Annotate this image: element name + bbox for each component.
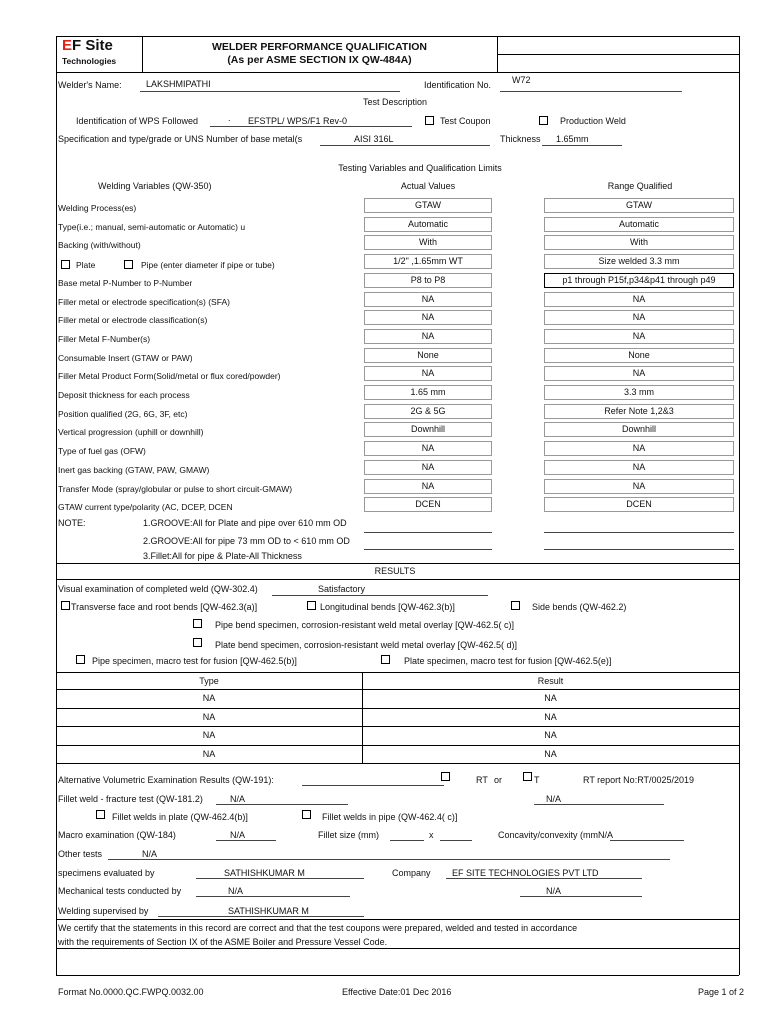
longitudinal-bend-checkbox[interactable]	[307, 601, 316, 610]
test-description-heading: Test Description	[362, 97, 428, 107]
supervised-label: Welding supervised by	[58, 906, 149, 916]
certify-line-2: with the requirements of Section IX of the ASME Boiler and Pressure Vessel Code.	[58, 937, 388, 947]
or-label: or	[494, 775, 503, 785]
header-right-mid	[497, 54, 739, 55]
mechanical-label: Mechanical tests conducted by	[58, 886, 182, 896]
actual-value[interactable]: GTAW	[364, 198, 492, 213]
result-type-cell: NA	[202, 712, 216, 722]
fillet-size-underline-1	[390, 840, 424, 841]
results-col-type: Type	[199, 676, 219, 686]
variable-label: Consumable Insert (GTAW or PAW)	[58, 353, 193, 363]
macro-label: Macro examination (QW-184)	[58, 830, 176, 840]
side-bend-label: Side bends (QW-462.2)	[532, 602, 627, 612]
fillet-plate-checkbox[interactable]	[96, 810, 105, 819]
range-value[interactable]: NA	[544, 460, 734, 475]
range-value[interactable]: Automatic	[544, 217, 734, 232]
transverse-bend-label: Transverse face and root bends [QW-462.3(a)]	[71, 602, 258, 612]
actual-value[interactable]: NA	[364, 292, 492, 307]
other-tests-value[interactable]: N/A	[142, 849, 158, 859]
variable-label: Filler metal or electrode classification(s)	[58, 315, 208, 325]
fillet-fracture-label: Fillet weld - fracture test (QW-181.2)	[58, 794, 203, 804]
plate-bend-label: Plate bend specimen, corrosion-resistant weld metal overlay [QW-462.5( d)]	[215, 640, 517, 650]
result-value-cell: NA	[544, 693, 557, 703]
fillet-fracture-underline	[216, 804, 348, 805]
range-value[interactable]: Size welded 3.3 mm	[544, 254, 734, 269]
actual-value[interactable]: NA	[364, 479, 492, 494]
identification-label: Identification No.	[424, 80, 492, 90]
result-row-line	[56, 708, 739, 709]
variable-label: Filler Metal F-Number(s)	[58, 334, 151, 344]
range-value[interactable]: NA	[544, 292, 734, 307]
ut-label: T	[534, 775, 540, 785]
side-bend-checkbox[interactable]	[511, 601, 520, 610]
range-value[interactable]: NA	[544, 366, 734, 381]
fillet-pipe-checkbox[interactable]	[302, 810, 311, 819]
variable-label: Filler Metal Product Form(Solid/metal or flux cored/powder)	[58, 371, 281, 381]
logo-accent-letter: E	[62, 37, 73, 54]
results-bottom-line	[56, 579, 739, 580]
actual-value[interactable]: 1/2" ,1.65mm WT	[364, 254, 492, 269]
macro-value[interactable]: N/A	[230, 830, 246, 840]
result-value-cell: NA	[544, 712, 557, 722]
x-label: x	[429, 830, 434, 840]
logo-main	[62, 37, 113, 54]
result-type-cell: NA	[202, 749, 216, 759]
fillet-pipe-label: Fillet welds in pipe (QW-462.4( c)]	[322, 812, 458, 822]
note-range-line-2	[544, 549, 734, 550]
plate-macro-checkbox[interactable]	[381, 655, 390, 664]
frame-right	[739, 36, 740, 975]
plate-label: Plate	[76, 260, 96, 270]
actual-value[interactable]: None	[364, 348, 492, 363]
range-value[interactable]: NA	[544, 310, 734, 325]
pipe-label: Pipe (enter diameter if pipe or tube)	[141, 260, 275, 270]
range-value[interactable]: NA	[544, 479, 734, 494]
frame-left	[56, 36, 57, 975]
wps-underline	[210, 126, 412, 127]
supervised-underline	[158, 916, 364, 917]
thickness-label: Thickness	[500, 134, 541, 144]
actual-value[interactable]: DCEN	[364, 497, 492, 512]
result-value-cell: NA	[544, 730, 557, 740]
variable-label: Vertical progression (uphill or downhill)	[58, 427, 204, 437]
fillet-size-underline-2	[440, 840, 472, 841]
plate-checkbox[interactable]	[61, 260, 70, 269]
visual-exam-label: Visual examination of completed weld (QW-302.4)	[58, 584, 258, 594]
frame-top	[56, 36, 739, 37]
certify-top-line	[56, 919, 739, 920]
test-coupon-label: Test Coupon	[440, 116, 491, 126]
certify-line-1: We certify that the statements in this record are correct and that the test coupons were prepared, welded and tested in accordance	[58, 923, 578, 933]
other-tests-label: Other tests	[58, 849, 103, 859]
longitudinal-bend-label: Longitudinal bends [QW-462.3(b)]	[320, 602, 455, 612]
result-row-line	[56, 745, 739, 746]
mechanical-value-2[interactable]: N/A	[546, 886, 562, 896]
plate-macro-label: Plate specimen, macro test for fusion [QW-462.5(e)]	[404, 656, 612, 666]
pipe-macro-label: Pipe specimen, macro test for fusion [QW-462.5(b)]	[92, 656, 297, 666]
note-2: 2.GROOVE:All for pipe 73 mm OD to < 610 mm OD	[143, 536, 350, 546]
production-weld-checkbox[interactable]	[539, 116, 548, 125]
col-welding-variables: Welding Variables (QW-350)	[98, 181, 212, 191]
range-value[interactable]: With	[544, 235, 734, 250]
wps-dot: .	[228, 113, 231, 123]
actual-value[interactable]: NA	[364, 329, 492, 344]
result-type-cell: NA	[202, 730, 216, 740]
effective-date: Effective Date:01 Dec 2016	[342, 987, 452, 997]
actual-value[interactable]: With	[364, 235, 492, 250]
visual-exam-underline	[272, 595, 488, 596]
actual-value[interactable]: Automatic	[364, 217, 492, 232]
company-label: Company	[392, 868, 431, 878]
result-row-line	[56, 726, 739, 727]
note-3: 3.Fillet:All for pipe & Plate-All Thickness	[143, 551, 302, 561]
plate-bend-checkbox[interactable]	[193, 638, 202, 647]
alt-vol-label: Alternative Volumetric Examination Results (QW-191):	[58, 775, 274, 785]
variable-label: Deposit thickness for each process	[58, 390, 190, 400]
pipe-macro-checkbox[interactable]	[76, 655, 85, 664]
page-number: Page 1 of 2	[698, 987, 745, 997]
range-value[interactable]: NA	[544, 329, 734, 344]
range-value[interactable]: DCEN	[544, 497, 734, 512]
variable-label: Inert gas backing (GTAW, PAW, GMAW)	[58, 465, 210, 475]
result-value-cell: NA	[544, 749, 557, 759]
rt-checkbox[interactable]	[441, 772, 450, 781]
variable-label: Transfer Mode (spray/globular or pulse to short circuit-GMAW)	[58, 484, 293, 494]
identification-value[interactable]: W72	[512, 75, 531, 85]
range-value[interactable]: p1 through P15f,p34&p41 through p49	[544, 273, 734, 288]
pipe-bend-checkbox[interactable]	[193, 619, 202, 628]
actual-value[interactable]: NA	[364, 460, 492, 475]
range-value[interactable]: Refer Note 1,2&3	[544, 404, 734, 419]
results-col-result: Result	[537, 676, 564, 686]
header-bottom	[56, 72, 739, 73]
welder-name-value[interactable]: LAKSHMIPATHI	[146, 79, 211, 89]
note-actual-line-1	[364, 532, 492, 533]
certify-bottom-line	[56, 948, 739, 949]
mechanical-underline-2	[520, 896, 642, 897]
range-value[interactable]: GTAW	[544, 198, 734, 213]
variable-label: Position qualified (2G, 6G, 3F, etc)	[58, 409, 188, 419]
identification-underline	[500, 91, 682, 92]
variables-heading: Testing Variables and Qualification Limits	[338, 163, 502, 173]
evaluated-label: specimens evaluated by	[58, 868, 155, 878]
result-type-cell: NA	[202, 693, 216, 703]
thickness-value[interactable]: 1.65mm	[556, 134, 589, 144]
company-underline	[446, 878, 642, 879]
frame-bottom	[56, 975, 739, 976]
transverse-bend-checkbox[interactable]	[61, 601, 70, 610]
variable-label: Type(i.e.; manual, semi-automatic or Automatic) u	[58, 222, 246, 232]
test-coupon-checkbox[interactable]	[425, 116, 434, 125]
range-value[interactable]: NA	[544, 441, 734, 456]
production-weld-label: Production Weld	[560, 116, 626, 126]
rt-report: RT report No:RT/0025/2019	[583, 775, 695, 785]
logo-text-rest: F Site	[72, 37, 113, 54]
alt-vol-underline	[302, 785, 444, 786]
concavity-underline	[610, 840, 684, 841]
variable-label: Filler metal or electrode specification(s) (SFA)	[58, 297, 230, 307]
fillet-fracture-underline-2	[534, 804, 664, 805]
wps-label: Identification of WPS Followed	[76, 116, 199, 126]
range-value[interactable]: 3.3 mm	[544, 385, 734, 400]
fillet-fracture-value[interactable]: N/A	[230, 794, 246, 804]
logo-sub: Technologies	[62, 56, 117, 66]
spec-value[interactable]: AISI 316L	[354, 134, 394, 144]
col-range-qualified: Range Qualified	[607, 181, 673, 191]
mechanical-value[interactable]: N/A	[228, 886, 244, 896]
variable-label: Welding Process(es)	[58, 203, 137, 213]
note-1: 1.GROOVE:All for Plate and pipe over 610 mm OD	[143, 518, 347, 528]
other-tests-underline	[108, 859, 670, 860]
variable-label: Backing (with/without)	[58, 240, 141, 250]
results-top-line	[56, 563, 739, 564]
macro-underline	[216, 840, 276, 841]
variable-label: Base metal P-Number to P-Number	[58, 278, 193, 288]
evaluated-underline	[196, 878, 364, 879]
supervised-value[interactable]: SATHISHKUMAR M	[228, 906, 309, 916]
logo	[62, 37, 113, 54]
company-value[interactable]: EF SITE TECHNOLOGIES PVT LTD	[452, 868, 599, 878]
results-heading: RESULTS	[374, 566, 416, 576]
note-label: NOTE:	[58, 518, 86, 528]
page-subtitle: (As per ASME SECTION IX QW-484A)	[227, 54, 412, 66]
variable-label: GTAW current type/polarity (AC, DCEP, DCEN	[58, 502, 233, 512]
actual-value[interactable]: P8 to P8	[364, 273, 492, 288]
concavity-label: Concavity/convexity (mmN/A	[498, 830, 614, 840]
actual-value[interactable]: NA	[364, 310, 492, 325]
format-number: Format No.0000.QC.FWPQ.0032.00	[58, 987, 204, 997]
evaluated-value[interactable]: SATHISHKUMAR M	[224, 868, 305, 878]
actual-value[interactable]: NA	[364, 366, 492, 381]
actual-value[interactable]: NA	[364, 441, 492, 456]
note-range-line-1	[544, 532, 734, 533]
spec-underline	[320, 145, 490, 146]
spec-label: Specification and type/grade or UNS Number of base metal(s	[58, 134, 303, 144]
fillet-plate-label: Fillet welds in plate (QW-462.4(b)]	[112, 812, 248, 822]
page-title: WELDER PERFORMANCE QUALIFICATION	[211, 41, 428, 53]
results-table-header-line	[56, 689, 739, 690]
variable-label: Type of fuel gas (OFW)	[58, 446, 146, 456]
actual-value[interactable]: 1.65 mm	[364, 385, 492, 400]
pipe-bend-label: Pipe bend specimen, corrosion-resistant weld metal overlay [QW-462.5( c)]	[215, 620, 514, 630]
fillet-fracture-value-2[interactable]: N/A	[546, 794, 562, 804]
actual-value[interactable]: 2G & 5G	[364, 404, 492, 419]
ut-checkbox[interactable]	[523, 772, 532, 781]
thickness-underline	[542, 145, 622, 146]
results-table-top	[56, 672, 739, 673]
note-actual-line-2	[364, 549, 492, 550]
range-value[interactable]: Downhill	[544, 422, 734, 437]
welder-name-label: Welder's Name:	[58, 80, 122, 90]
rt-label: RT	[476, 775, 488, 785]
result-row-line	[56, 763, 739, 764]
mechanical-underline	[196, 896, 350, 897]
pipe-checkbox[interactable]	[124, 260, 133, 269]
fillet-size-label: Fillet size (mm)	[318, 830, 379, 840]
range-value[interactable]: None	[544, 348, 734, 363]
actual-value[interactable]: Downhill	[364, 422, 492, 437]
wps-value[interactable]: EFSTPL/ WPS/F1 Rev-0	[248, 116, 348, 126]
visual-exam-value[interactable]: Satisfactory	[318, 584, 366, 594]
welder-name-underline	[140, 91, 400, 92]
col-actual-values: Actual Values	[400, 181, 456, 191]
